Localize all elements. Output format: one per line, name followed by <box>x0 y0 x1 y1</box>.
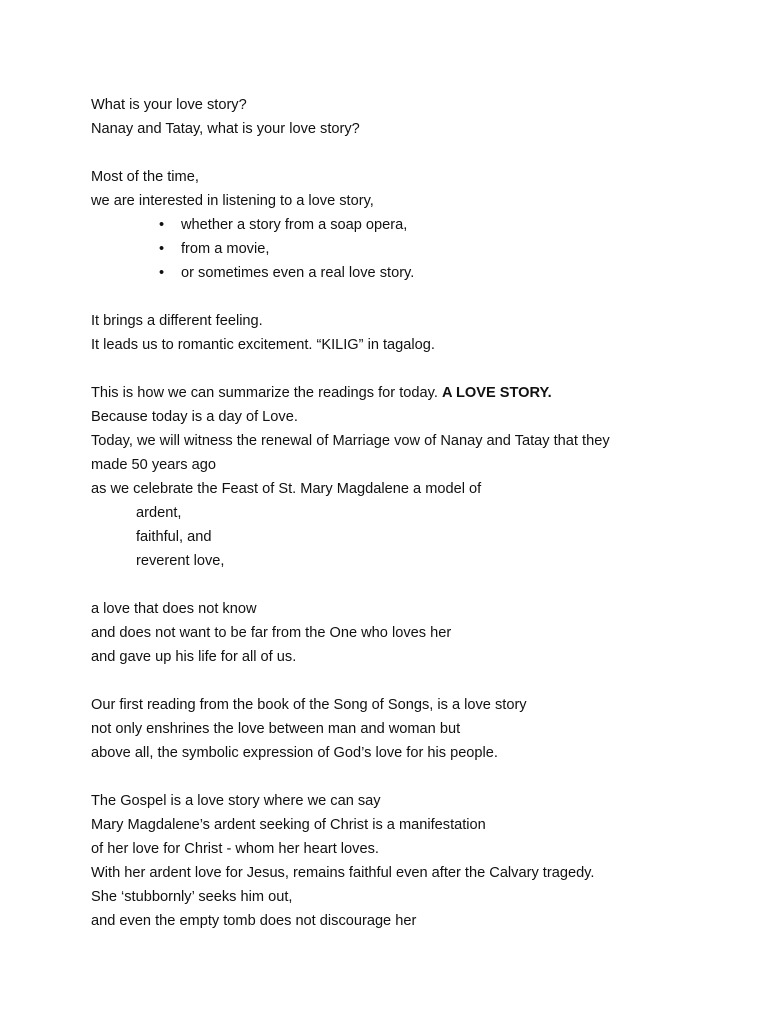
paragraph-gap <box>91 765 711 789</box>
bullet-text: whether a story from a soap opera, <box>181 217 408 233</box>
love-line-3: and gave up his life for all of us. <box>91 649 297 665</box>
gospel-line-6: and even the empty tomb does not discourage her <box>91 913 417 929</box>
interest-line-2: we are interested in listening to a love story, <box>91 193 374 209</box>
gospel-line-2: Mary Magdalene’s ardent seeking of Christ is a manifestation <box>91 817 486 833</box>
intro-line-1: What is your love story? <box>91 97 247 113</box>
summary-line-3: Today, we will witness the renewal of Marriage vow of Nanay and Tatay that they <box>91 433 610 449</box>
indented-line: ardent, <box>136 505 182 521</box>
document-body <box>91 93 711 933</box>
gospel-line-4: With her ardent love for Jesus, remains faithful even after the Calvary tragedy. <box>91 865 595 881</box>
feeling-line-2: It leads us to romantic excitement. “KILIG” in tagalog. <box>91 337 435 353</box>
first-reading-line-3: above all, the symbolic expression of God’s love for his people. <box>91 745 498 761</box>
paragraph-gap <box>91 573 711 597</box>
feeling-line-1: It brings a different feeling. <box>91 313 263 329</box>
first-reading-line-2: not only enshrines the love between man and woman but <box>91 721 461 737</box>
bullet-text: from a movie, <box>181 241 270 257</box>
bullet-icon: • <box>159 265 165 281</box>
first-reading-line-1: Our first reading from the book of the Song of Songs, is a love story <box>91 697 527 713</box>
summary-line-1 <box>91 381 711 405</box>
summary-line-2: Because today is a day of Love. <box>91 409 298 425</box>
interest-line-1: Most of the time, <box>91 169 199 185</box>
paragraph-gap <box>91 141 711 165</box>
love-line-1: a love that does not know <box>91 601 257 617</box>
indented-line: faithful, and <box>136 529 212 545</box>
bullet-item <box>91 213 711 237</box>
paragraph-gap <box>91 285 711 309</box>
bullet-icon: • <box>159 217 165 233</box>
gospel-line-3: of her love for Christ - whom her heart loves. <box>91 841 379 857</box>
summary-line-5: as we celebrate the Feast of St. Mary Magdalene a model of <box>91 481 482 497</box>
summary-line-4: made 50 years ago <box>91 457 216 473</box>
indented-line: reverent love, <box>136 553 225 569</box>
bullet-text: or sometimes even a real love story. <box>181 265 415 281</box>
intro-line-2: Nanay and Tatay, what is your love story? <box>91 121 360 137</box>
bullet-item <box>91 261 711 285</box>
bullet-icon: • <box>159 241 165 257</box>
gospel-line-1: The Gospel is a love story where we can say <box>91 793 381 809</box>
paragraph-gap <box>91 669 711 693</box>
love-line-2: and does not want to be far from the One who loves her <box>91 625 452 641</box>
summary-line-1-text: This is how we can summarize the readings for today. <box>91 385 442 401</box>
bullet-list <box>91 213 711 285</box>
paragraph-gap <box>91 357 711 381</box>
gospel-line-5: She ‘stubbornly’ seeks him out, <box>91 889 293 905</box>
summary-emphasis: A LOVE STORY. <box>441 385 552 401</box>
bullet-item <box>91 237 711 261</box>
